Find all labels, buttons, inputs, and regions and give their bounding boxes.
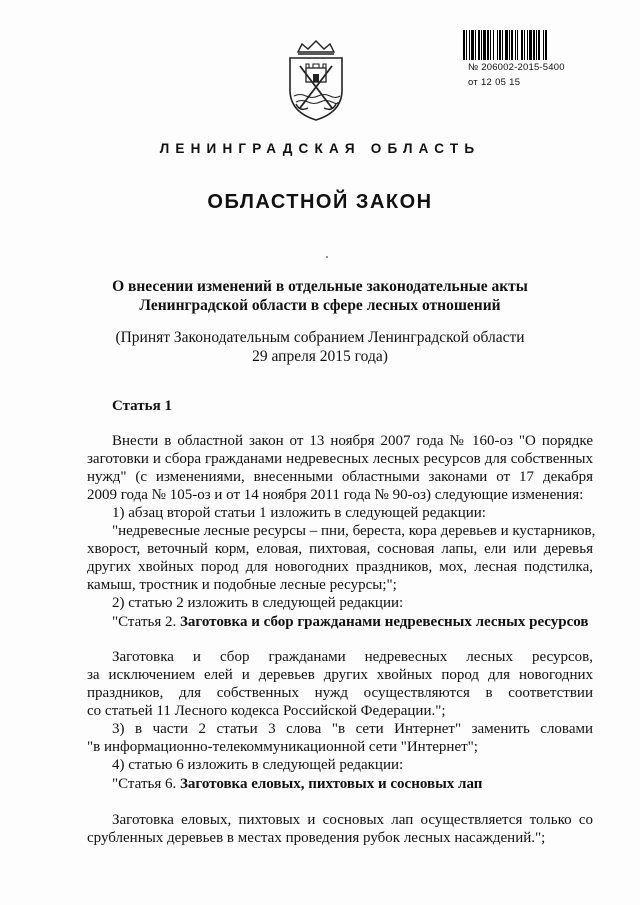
item-3-line: "в информационно-телекоммуникационной сети "Интернет"; (87, 739, 478, 755)
article-2-line: Заготовка и сбор гражданами недревесных лесных ресурсов, (112, 649, 593, 665)
article-line: 2) статью 2 изложить в следующей редакции: (112, 595, 404, 611)
registration-date: от 12 05 15 (468, 77, 521, 88)
document-type-heading: ОБЛАСТНОЙ ЗАКОН (207, 191, 433, 213)
adoption-note (0, 328, 640, 366)
article-1-heading: Статья 1 (112, 398, 172, 414)
law-title (0, 277, 640, 315)
item-4-line: 4) статью 6 изложить в следующей редакции: (112, 757, 404, 773)
article-line: нужд" (с изменениями, внесенными областными законами от 17 декабря (87, 469, 593, 485)
article-line: "недревесные лесные ресурсы – пни, береста, кора деревьев и кустарников, (112, 523, 596, 539)
scan-speck (326, 256, 328, 258)
article-line: заготовки и сбора гражданами недревесных лесных ресурсов для собственных (87, 451, 593, 467)
adoption-note-line-2: 29 апреля 2015 года) (252, 348, 388, 365)
article-6-line: срубленных деревьев в местах проведения рубок лесных насаждений."; (87, 830, 546, 846)
article-line: камыш, тростник и подобные лесные ресурсы;"; (87, 577, 397, 593)
law-title-line-1: О внесении изменений в отдельные законодательные акты (112, 278, 528, 295)
article-2-prefix: "Статья 2. (112, 614, 177, 630)
barcode (463, 30, 597, 60)
article-line: 1) абзац второй статьи 1 изложить в следующей редакции: (112, 505, 486, 521)
article-6-line: Заготовка еловых, пихтовых и сосновых лап осуществляется только со (112, 812, 593, 828)
item-3-line: 3) в части 2 статьи 3 слова "в сети Интернет" заменить словами (112, 721, 593, 737)
coat-of-arms-emblem (284, 38, 348, 122)
article-2-heading (112, 614, 589, 631)
article-line: Внести в областной закон от 13 ноября 2007 года № 160-оз "О порядке (112, 433, 593, 449)
registration-number: № 206002-2015-5400 (468, 62, 565, 73)
article-2-line: праздников, для собственных нужд осуществляются в соответствии (87, 685, 593, 701)
article-2-title: Заготовка и сбор гражданами недревесных лесных ресурсов (179, 614, 589, 630)
article-6-heading (112, 776, 482, 793)
law-title-line-2: Ленинградской области в сфере лесных отношений (139, 297, 501, 314)
article-6-title: Заготовка еловых, пихтовых и сосновых лап (179, 776, 483, 792)
article-line: 2009 года № 105-оз и от 14 ноября 2011 года № 90-оз) следующие изменения: (87, 487, 584, 503)
article-line: хворост, веточный корм, еловая, пихтовая, сосновая лапы, ели или деревья (87, 541, 593, 557)
article-line: других хвойных пород для новогодних праздников, мох, лесная подстилка, (87, 559, 593, 575)
adoption-note-line-1: (Принят Законодательным собранием Ленинградской области (115, 329, 525, 346)
region-heading: ЛЕНИНГРАДСКАЯ ОБЛАСТЬ (159, 141, 481, 156)
article-2-line: за исключением елей и деревьев других хвойных пород для новогодних (87, 667, 593, 683)
article-2-line: со статьей 11 Лесного кодекса Российской Федерации."; (87, 703, 446, 719)
article-6-prefix: "Статья 6. (112, 776, 177, 792)
